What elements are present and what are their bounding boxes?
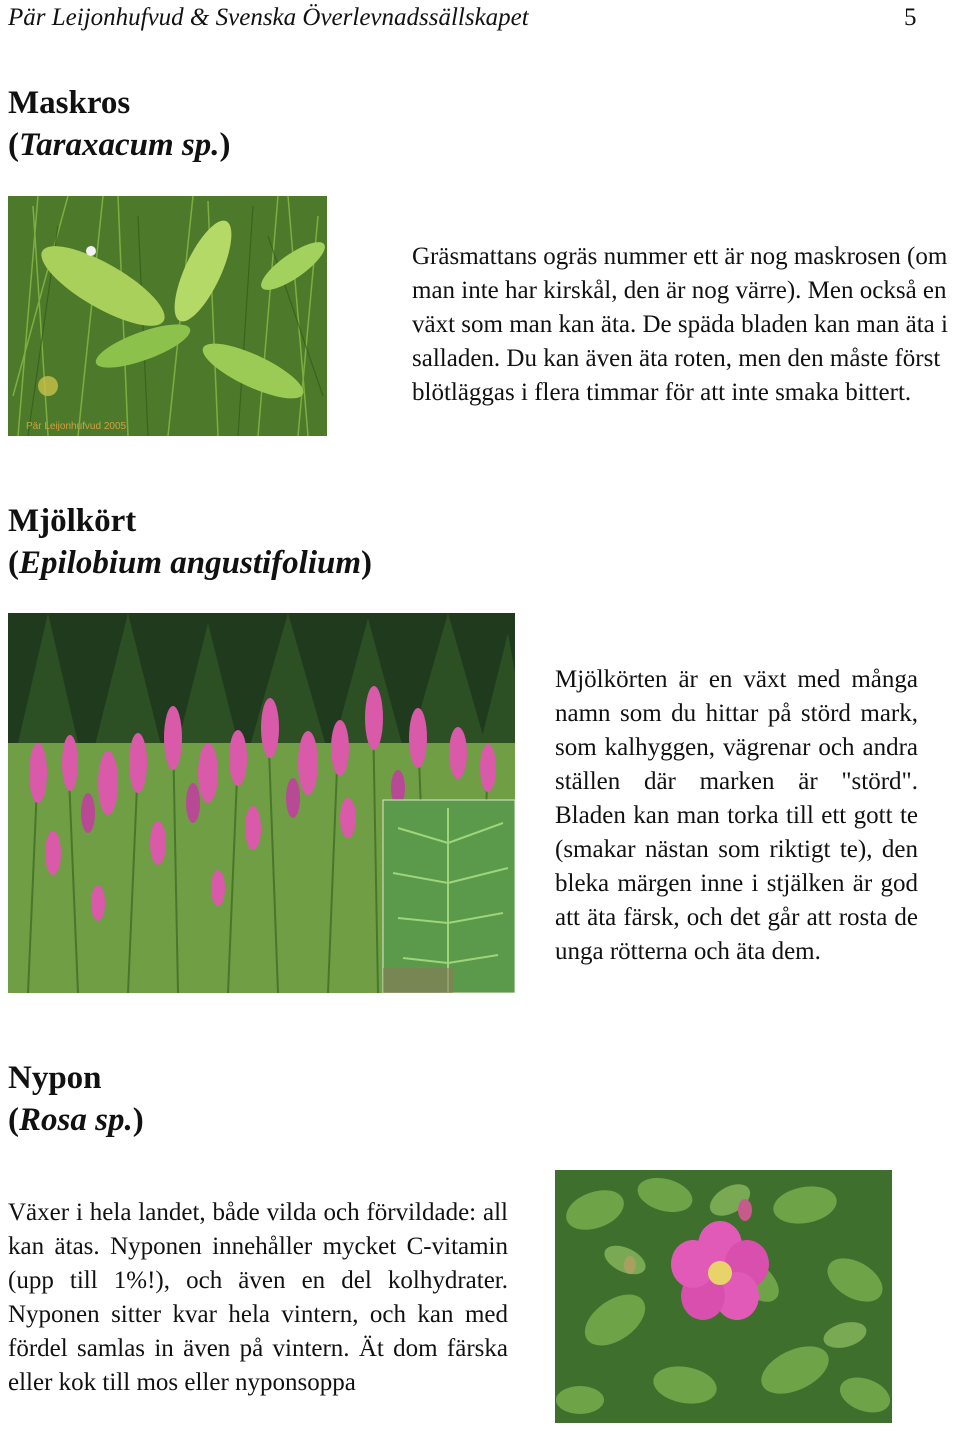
section-title-maskros: Maskros (Taraxacum sp.) bbox=[8, 85, 231, 163]
section-title-nypon: Nypon (Rosa sp.) bbox=[8, 1060, 144, 1138]
page-number: 5 bbox=[904, 4, 917, 31]
fireweed-photo bbox=[8, 613, 515, 993]
plant-name: Nypon bbox=[8, 1060, 102, 1096]
nypon-description: Växer i hela landet, både vilda och förvildade: all kan ätas. Nyponen innehåller mycket C-vitamin (upp till 1%!), och även en del kolhydrater. Nyponen sitter kvar hela vintern, och kan med fördel samlas in även på vintern. Ät dom färska eller kok till mos eller nyponsoppa bbox=[8, 1199, 508, 1396]
mjolkort-description: Mjölkörten är en växt med många namn som du hittar på störd mark, som kalhyggen, vägrenar och andra ställen där marken är "störd". Bladen kan man torka till ett gott te (smakar nästan som riktigt te), den bleka märgen inne i stjälken är god att äta färsk, och det går att rosta de unga rötterna och äta dem. bbox=[555, 666, 918, 965]
plant-name: Maskros bbox=[8, 85, 131, 121]
maskros-description: Gräsmattans ogräs nummer ett är nog maskrosen (om man inte har kirskål, den är nog värre). Men också en växt som man kan äta. De späda bladen kan man äta i salladen. Du kan även äta roten, men den måste först blötläggas i flera timmar för att inte smaka bittert. bbox=[412, 243, 948, 406]
dandelion-photo bbox=[8, 196, 327, 436]
latin-name: Taraxacum sp. bbox=[19, 127, 220, 163]
latin-name: Epilobium angustifolium bbox=[19, 545, 362, 581]
running-header-title: Pär Leijonhufvud & Svenska Överlevnadssällskapet bbox=[8, 4, 529, 31]
rose-photo bbox=[555, 1170, 892, 1423]
latin-name: Rosa sp. bbox=[19, 1102, 133, 1138]
section-title-mjolkort: Mjölkört (Epilobium angustifolium) bbox=[8, 503, 373, 581]
plant-name: Mjölkört bbox=[8, 503, 137, 539]
photo-watermark: Pär Leijonhufvud 2005 bbox=[26, 421, 127, 432]
